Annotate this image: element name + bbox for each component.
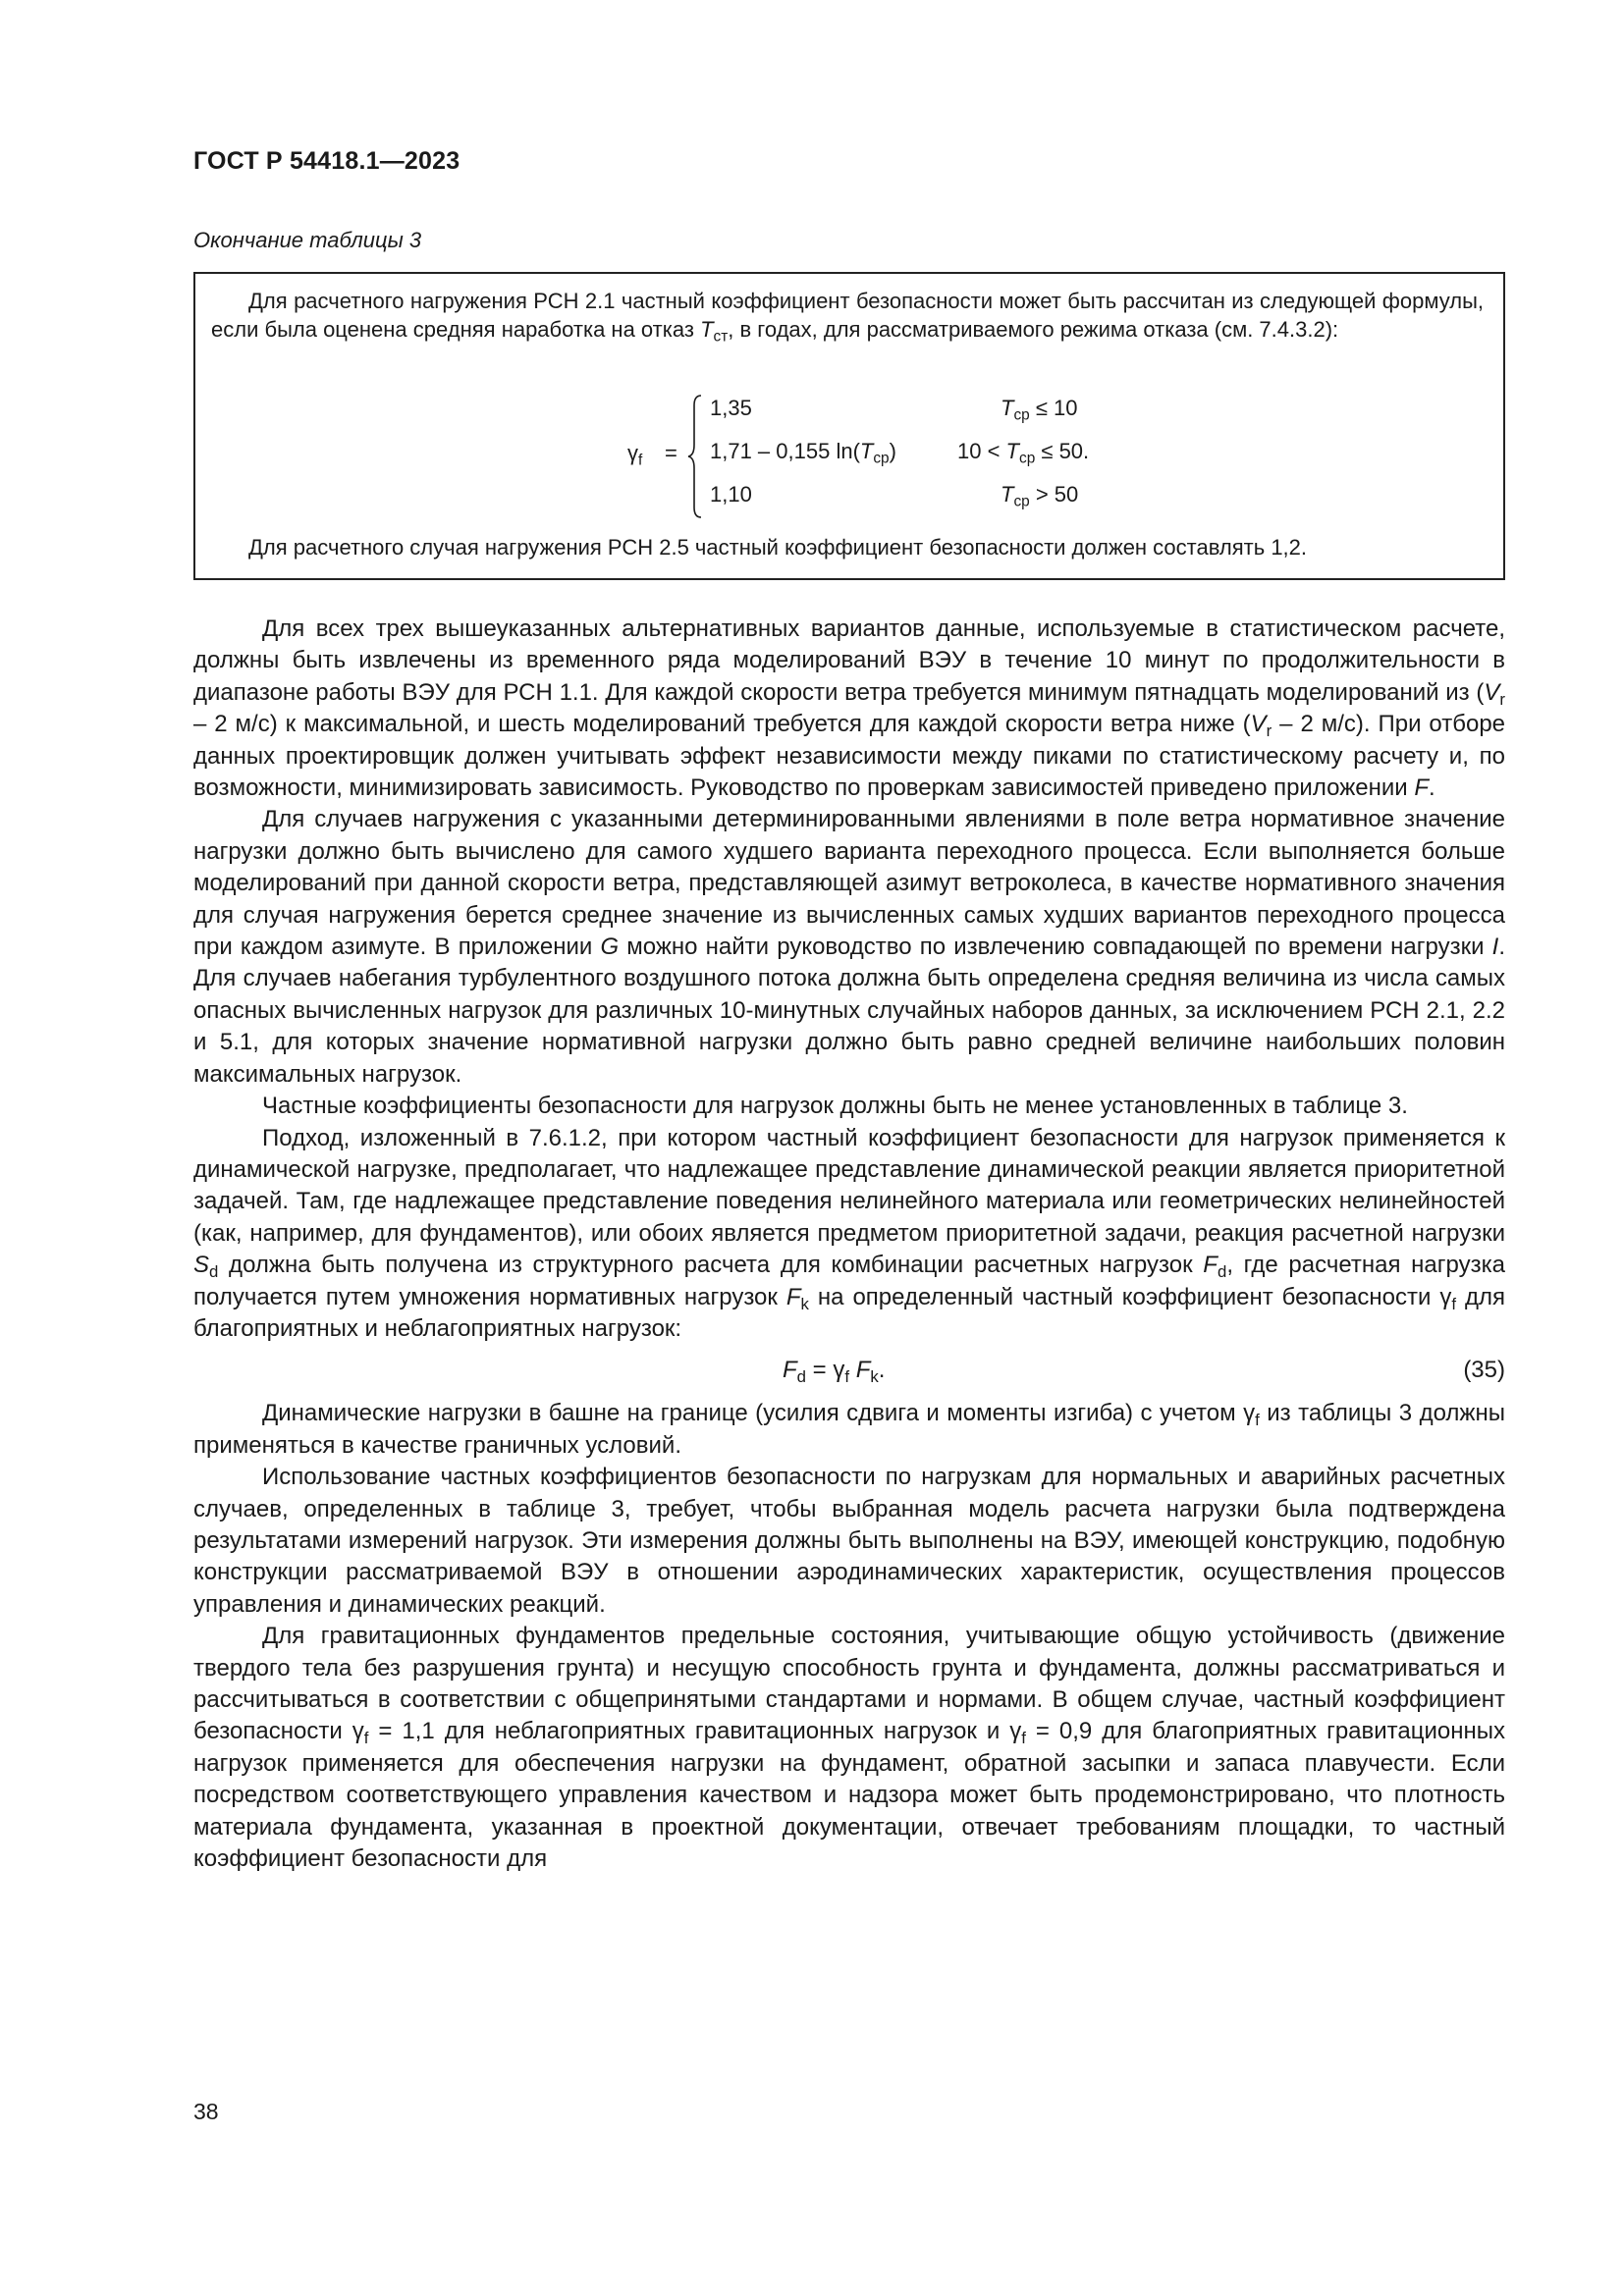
paragraph-1: Для всех трех вышеуказанных альтернативных вариантов данные, используемые в статистическом расчете, должны быть извлечены из временного ряда моделирований ВЭУ в течение 10 минут по продолжительности в диапазоне работы ВЭУ для РСН 1.1. Для каждой скорости ветра требуется минимум пятнадцать моделирований из ($V_r - 2$ м/с) к максимальной, и шесть моделирований требуется для каждой скорости ветра ниже ($V_r - 2$ м/с). При отборе данных проектировщик должен учитывать эффект независимости между пиками по статистическому расчету и, по возможности, минимизировать зависимость. Руководство по проверкам зависимостей приведено приложении F. — [193, 615, 1506, 802]
equation-35 — [193, 1349, 1505, 1392]
formula-equals: = — [665, 441, 677, 465]
equation-35-body: $F_d = \gamma_f$ $F_k$. — [783, 1357, 886, 1387]
paragraph-6: Использование частных коэффициентов безопасности по нагрузкам для нормальных и аварийных расчетных случаев, определенных в таблице 3, требует, чтобы выбранная модель расчета нагрузки была подтверждена результатами измерений нагрузок. Эти измерения должны быть выполнены на ВЭУ, имеющей конструкцию, подобную конструкции рассматриваемой ВЭУ в отношении аэродинамических характеристик, осуществления процессов управления и динамических реакций. — [193, 1464, 1505, 1618]
formula-row-2-value: 1,71 – 0,155 $\ln(T_{ср})$ — [710, 439, 896, 467]
formula-row-3-condition: $T_{ср} > 50$ — [1001, 482, 1079, 510]
paragraph-4: Подход, изложенный в 7.6.1.2, при котором частный коэффициент безопасности для нагрузок применяется к динамической нагрузке, предполагает, что надлежащее представление динамической реакции является приоритетной задачей. Там, где надлежащее представление поведения нелинейного материала или геометрических нелинейностей (как, например, для фундаментов), или обоих является предметом приоритетной задачи, реакция расчетной нагрузки $S_d$ должна быть получена из структурного расчета для комбинации расчетных нагрузок $F_d$, где расчетная нагрузка получается путем умножения нормативных нагрузок $F_k$ на определенный частный коэффициент безопасности $\gamma_f$ для благоприятных и неблагоприятных нагрузок: — [193, 1124, 1506, 1342]
page-number: 38 — [193, 2099, 219, 2124]
formula-lhs: $\gamma_f$ — [627, 441, 643, 469]
paragraph-5: Динамические нагрузки в башне на границе (усилия сдвига и моменты изгиба) с учетом $\gamma_f$ из таблицы 3 должны применяться в качестве граничных условий. — [193, 1400, 1505, 1459]
paragraph-3: Частные коэффициенты безопасности для нагрузок должны быть не менее установленных в таблице 3. — [262, 1093, 1408, 1120]
table-closing-text: Для расчетного случая нагружения РСН 2.5 частный коэффициент безопасности должен составлять 1,2. — [248, 535, 1308, 560]
formula-row-1-condition: $T_{ср} \le 10$ — [1001, 396, 1078, 424]
formula-row-3-value: 1,10 — [710, 482, 752, 507]
table-intro-text: Для расчетного нагружения РСН 2.1 частный коэффициент безопасности может быть рассчитан из следующей формулы, если была оценена средняя наработка на отказ $T_{ст}$, в годах, для рассматриваемого режима отказа (см. 7.4.3.2): — [211, 289, 1484, 346]
main-text — [193, 614, 1505, 1875]
left-brace-icon — [686, 394, 706, 519]
formula-row-1-value: 1,35 — [710, 396, 752, 420]
paragraph-7: Для гравитационных фундаментов предельные состояния, учитывающие общую устойчивость (движение твердого тела без разрушения грунта) и несущую способность грунта и фундамента, должны рассматриваться и рассчитываться в соответствии с общепринятыми стандартами и нормами. В общем случае, частный коэффициент безопасности $\gamma_f = 1,1$ для неблагоприятных гравитационных нагрузок и $\gamma_f = 0,9$ для благоприятных гравитационных нагрузок применяется для обеспечения нагрузки на фундамент, обратной засыпки и запаса плавучести. Если посредством соответствующего управления качеством и надзора может быть продемонстрировано, что плотность материала фундамента, указанная в проектной документации, отвечает требованиям площадки, то частный коэффициент безопасности для — [193, 1623, 1506, 1873]
document-header: ГОСТ Р 54418.1—2023 — [193, 147, 460, 175]
formula-row-2-condition: $10 < T_{ср} \le 50$. — [957, 439, 1090, 467]
table-3-end-box — [193, 272, 1505, 580]
gamma-f-piecewise-formula — [627, 392, 1118, 519]
table-continuation-caption: Окончание таблицы 3 — [193, 228, 422, 252]
paragraph-2: Для случаев нагружения с указанными детерминированными явлениями в поле ветра нормативное значение нагрузки должно быть вычислено для самого худшего варианта переходного процесса. Если выполняется больше моделирований при данной скорости ветра, представляющей азимут ветроколеса, в качестве нормативного значения для случая нагружения берется среднее значение из вычисленных самых худших вариантов переходного процесса при каждом азимуте. В приложении G можно найти руководство по извлечению совпадающей по времени нагрузки I. Для случаев набегания турбулентного воздушного потока должна быть определена средняя величина из числа самых опасных вычисленных нагрузок для различных 10-минутных случайных наборов данных, за исключением РСН 2.1, 2.2 и 5.1, для которых значение нормативной нагрузки должно быть равно средней величине наибольших половин максимальных нагрузок. — [193, 806, 1506, 1088]
equation-number: (35) — [1463, 1357, 1505, 1384]
